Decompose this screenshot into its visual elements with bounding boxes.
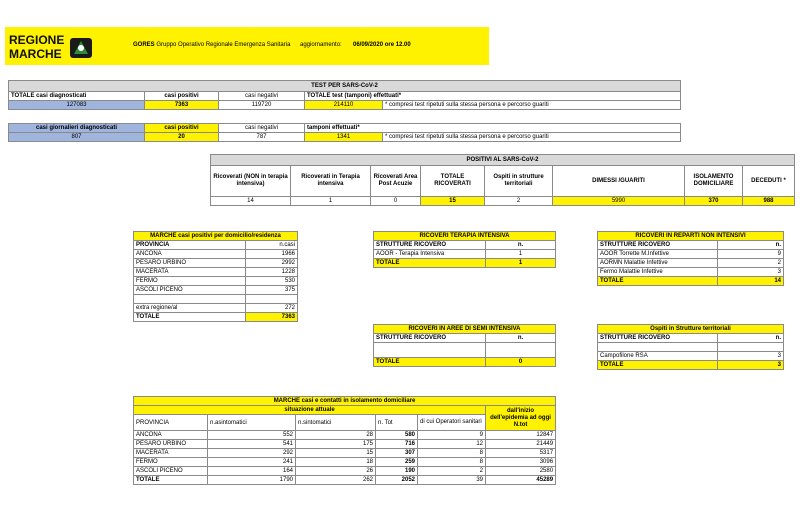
non-intensive-structure: AORMN Malattie Infettive: [598, 259, 718, 268]
isolation-total-label: TOTALE: [134, 476, 208, 485]
isolation-total: 580: [376, 431, 418, 440]
daily-header-positive: casi positivi: [145, 124, 219, 133]
isolation-header-asymptomatic: n.asintomatici: [208, 415, 296, 431]
territorial-structure: Campofilone RSA: [598, 352, 718, 361]
non-intensive-header-n: n.: [718, 241, 784, 250]
isolation-total-total: 2052: [376, 476, 418, 485]
table-row: [134, 440, 556, 449]
isolation-since-start: 2580: [486, 467, 556, 476]
non-intensive-structure: AOOR Torrette M.Infettive: [598, 250, 718, 259]
table-row-empty: [134, 295, 298, 304]
isolation-header-since-start: dall'inizio dell'epidemia ad oggi N.tot: [486, 406, 556, 431]
table-row: [598, 352, 784, 361]
positives-header-ti: Ricoverati in Terapia intensiva: [291, 166, 371, 197]
isolation-total-since-start: 45289: [486, 476, 556, 485]
semi-intensive-total-label: TOTALE: [374, 358, 486, 367]
table-row: [134, 458, 556, 467]
isolation-total-operators: 39: [418, 476, 486, 485]
daily-value-total: 807: [9, 133, 145, 142]
positives-value-ricoverati: 14: [211, 197, 291, 206]
province-count: 375: [246, 286, 298, 295]
isolation-header-total: n. Tot: [376, 415, 418, 431]
table-row-total: [134, 476, 556, 485]
territorial-header-structure: STRUTTURE RICOVERO: [598, 334, 718, 343]
semi-intensive-header-n: n.: [486, 334, 556, 343]
update-label: aggiornamento:: [300, 42, 342, 48]
isolation-total: 307: [376, 449, 418, 458]
tests-title: TEST PER SARS-CoV-2: [9, 81, 681, 92]
province-name: ASCOLI PICENO: [134, 286, 246, 295]
semi-intensive-table: [373, 324, 556, 367]
isolation-header-operators: di cui Operatori sanitari: [418, 415, 486, 431]
isolation-symptomatic: 18: [296, 458, 376, 467]
province-name: ANCONA: [134, 250, 246, 259]
isolation-asymptomatic: 541: [208, 440, 296, 449]
daily-header-negative: casi negativi: [219, 124, 305, 133]
positives-table: [210, 154, 795, 206]
table-row: [598, 268, 784, 277]
tests-header-total: TOTALE casi diagnosticati: [9, 92, 145, 101]
positives-value-isolamento: 370: [685, 197, 743, 206]
non-intensive-count: 3: [718, 268, 784, 277]
table-row: [134, 431, 556, 440]
isolation-since-start: 21449: [486, 440, 556, 449]
isolation-province: FERMO: [134, 458, 208, 467]
isolation-since-start: 12847: [486, 431, 556, 440]
isolation-since-start: 3096: [486, 458, 556, 467]
territorial-total-label: TOTALE: [598, 361, 718, 370]
isolation-province: PESARO URBINO: [134, 440, 208, 449]
positives-value-dimessi: 5990: [553, 197, 685, 206]
icu-header-structure: STRUTTURE RICOVERO: [374, 241, 486, 250]
non-intensive-total-label: TOTALE: [598, 277, 718, 286]
positives-header-isolamento: ISOLAMENTO DOMICILIARE: [685, 166, 743, 197]
positives-value-ti: 1: [291, 197, 371, 206]
non-intensive-structure: Fermo Malattie Infettive: [598, 268, 718, 277]
gores-subtitle: Gruppo Operativo Regionale Emergenza Sanitaria: [156, 42, 291, 48]
daily-value-positive: 20: [145, 133, 219, 142]
table-row: [134, 250, 298, 259]
daily-header-total: casi giornalieri diagnosticati: [9, 124, 145, 133]
daily-value-negative: 787: [219, 133, 305, 142]
table-row: [134, 286, 298, 295]
isolation-total-symptomatic: 262: [296, 476, 376, 485]
icu-header-n: n.: [486, 241, 556, 250]
positives-header-dimessi: DIMESSI /GUARITI: [553, 166, 685, 197]
table-row: [134, 449, 556, 458]
isolation-operators: 9: [418, 431, 486, 440]
province-count: 2992: [246, 259, 298, 268]
positives-title: POSITIVI AL SARS-CoV-2: [211, 155, 795, 166]
province-total-count: 7363: [246, 313, 298, 322]
isolation-table: [133, 396, 556, 485]
tests-note: * compresi test ripetuti sulla stessa persona e percorso guariti: [383, 101, 681, 110]
table-row: [134, 467, 556, 476]
table-row: [598, 250, 784, 259]
svg-text:MARCHE: MARCHE: [9, 47, 62, 60]
table-row: [374, 250, 556, 259]
daily-header-tampons: tamponi effettuati*: [305, 124, 681, 133]
table-row: [134, 259, 298, 268]
table-row: [134, 304, 298, 313]
positives-header-post-acuzie: Ricoverati Area Post Acuzie: [371, 166, 421, 197]
tests-value-tampons: 214110: [305, 101, 383, 110]
icu-structure: AOOR - Terapia Intensiva: [374, 250, 486, 259]
positives-value-ospiti: 2: [485, 197, 553, 206]
positives-value-post-acuzie: 0: [371, 197, 421, 206]
table-row-empty: [598, 343, 784, 352]
tests-table: [8, 80, 681, 110]
province-name: PESARO URBINO: [134, 259, 246, 268]
daily-note: * compresi test ripetuti sulla stessa persona e percorso guariti: [383, 133, 681, 142]
gores-title: GORES: [133, 42, 155, 48]
isolation-operators: 8: [418, 458, 486, 467]
positives-header-ospiti: Ospiti in strutture territoriali: [485, 166, 553, 197]
update-value: 06/09/2020 ore 12.00: [353, 42, 411, 48]
table-row: [134, 277, 298, 286]
isolation-title: MARCHE casi e contatti in isolamento domiciliare: [134, 397, 556, 406]
table-row: [134, 268, 298, 277]
tests-header-positive: casi positivi: [145, 92, 219, 101]
isolation-header-province: PROVINCIA: [134, 415, 208, 431]
non-intensive-total-count: 14: [718, 277, 784, 286]
province-header-name: PROVINCIA: [134, 241, 246, 250]
regione-marche-logo: [8, 32, 98, 60]
positives-header-ricoverati: Ricoverati (NON in terapia intensiva): [211, 166, 291, 197]
territorial-title: Ospiti in Strutture territoriali: [598, 325, 784, 334]
isolation-symptomatic: 175: [296, 440, 376, 449]
province-name: MACERATA: [134, 268, 246, 277]
icu-count: 1: [486, 250, 556, 259]
isolation-province: ASCOLI PICENO: [134, 467, 208, 476]
icu-total-label: TOTALE: [374, 259, 486, 268]
territorial-table: [597, 324, 784, 370]
isolation-asymptomatic: 292: [208, 449, 296, 458]
isolation-province: ANCONA: [134, 431, 208, 440]
table-row: [598, 259, 784, 268]
isolation-since-start: 5317: [486, 449, 556, 458]
isolation-total-asymptomatic: 1790: [208, 476, 296, 485]
province-count: 1228: [246, 268, 298, 277]
province-title: MARCHE casi positivi per domicilio/residenza: [134, 232, 298, 241]
tests-value-positive: 7363: [145, 101, 219, 110]
isolation-symptomatic: 15: [296, 449, 376, 458]
isolation-operators: 12: [418, 440, 486, 449]
isolation-asymptomatic: 552: [208, 431, 296, 440]
tests-value-total: 127083: [9, 101, 145, 110]
daily-table: [8, 123, 681, 142]
province-header-n: n.casi: [246, 241, 298, 250]
isolation-operators: 2: [418, 467, 486, 476]
svg-text:REGIONE: REGIONE: [9, 33, 65, 47]
province-count: 1966: [246, 250, 298, 259]
semi-intensive-total-count: 0: [486, 358, 556, 367]
positives-value-deceduti: 988: [743, 197, 795, 206]
non-intensive-header-structure: STRUTTURE RICOVERO: [598, 241, 718, 250]
non-intensive-count: 2: [718, 259, 784, 268]
province-total-label: TOTALE: [134, 313, 246, 322]
isolation-symptomatic: 28: [296, 431, 376, 440]
icu-total-count: 1: [486, 259, 556, 268]
non-intensive-count: 9: [718, 250, 784, 259]
isolation-symptomatic: 26: [296, 467, 376, 476]
isolation-asymptomatic: 241: [208, 458, 296, 467]
tests-header-negative: casi negativi: [219, 92, 305, 101]
territorial-header-n: n.: [718, 334, 784, 343]
tests-value-negative: 119720: [219, 101, 305, 110]
icu-title: RICOVERI TERAPIA INTENSIVA: [374, 232, 556, 241]
tests-header-tampons: TOTALE test (tamponi) effettuati*: [305, 92, 681, 101]
isolation-operators: 8: [418, 449, 486, 458]
isolation-subtitle: situazione attuale: [134, 406, 486, 415]
province-count: 530: [246, 277, 298, 286]
daily-value-tampons: 1341: [305, 133, 383, 142]
gores-label: [133, 42, 290, 48]
positives-header-totale-ricoverati: TOTALE RICOVERATI: [421, 166, 485, 197]
non-intensive-title: RICOVERI IN REPARTI NON INTENSIVI: [598, 232, 784, 241]
province-extra-count: 272: [246, 304, 298, 313]
province-name: FERMO: [134, 277, 246, 286]
province-table: [133, 231, 298, 322]
icu-table: [373, 231, 556, 268]
semi-intensive-title: RICOVERI IN AREE DI SEMI INTENSIVA: [374, 325, 556, 334]
positives-header-deceduti: DECEDUTI *: [743, 166, 795, 197]
isolation-total: 259: [376, 458, 418, 467]
isolation-header-symptomatic: n.sintomatici: [296, 415, 376, 431]
positives-value-totale-ricoverati: 15: [421, 197, 485, 206]
semi-intensive-header-structure: STRUTTURE RICOVERO: [374, 334, 486, 343]
territorial-total-count: 3: [718, 361, 784, 370]
isolation-total: 190: [376, 467, 418, 476]
province-extra-label: extra regione/al: [134, 304, 246, 313]
isolation-asymptomatic: 164: [208, 467, 296, 476]
non-intensive-table: [597, 231, 784, 286]
isolation-total: 716: [376, 440, 418, 449]
isolation-province: MACERATA: [134, 449, 208, 458]
table-row-empty: [374, 343, 556, 358]
territorial-count: 3: [718, 352, 784, 361]
